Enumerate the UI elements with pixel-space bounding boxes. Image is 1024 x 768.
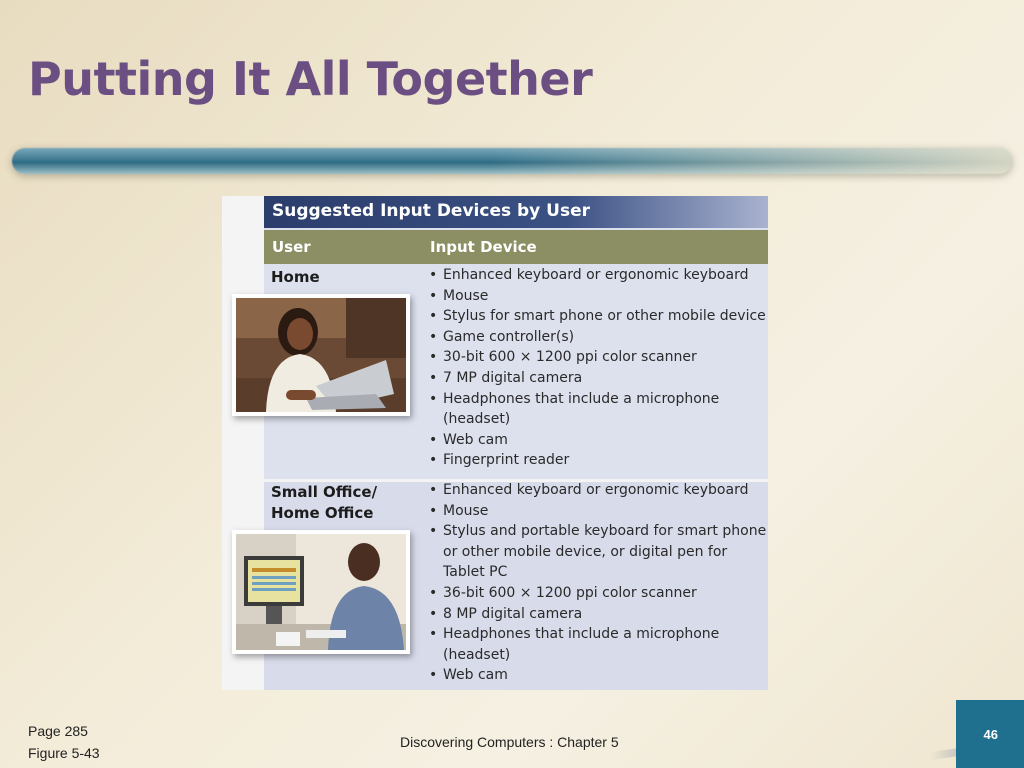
list-item: • Stylus for smart phone or other mobile device [428,306,764,327]
footer-chapter: Discovering Computers : Chapter 5 [400,734,619,750]
footer-reference [28,720,100,764]
list-item-continuation: (headset) [443,646,511,663]
user-label-line: Home Office [271,504,374,522]
list-item: • Web cam [428,665,764,686]
device-list-small-office [428,480,767,686]
table-column-header [264,230,768,264]
list-item-continuation: or other mobile device, or digital pen for [443,543,728,560]
list-item: • Headphones that include a microphone [428,389,764,410]
list-item: • Enhanced keyboard or ergonomic keyboard [428,265,764,286]
list-item: • 30-bit 600 × 1200 ppi color scanner [428,347,764,368]
page-reference: Page 285 [28,723,88,739]
list-item: • Mouse [428,501,764,522]
office-user-photo [232,530,410,654]
slide-number-box [956,700,1024,768]
list-item: • Fingerprint reader [428,450,764,471]
list-item: • Mouse [428,286,764,307]
list-item: • 7 MP digital camera [428,368,764,389]
list-item: • 36-bit 600 × 1200 ppi color scanner [428,583,764,604]
table-heading [264,196,768,228]
list-item-continuation: (headset) [443,411,511,428]
user-label-small-office [271,482,377,524]
user-label-line: Small Office/ [271,483,378,501]
column-header-input-device: Input Device [430,238,537,256]
figure-table-image [222,196,768,690]
woman-laptop-illustration [236,298,406,412]
device-list-home [428,265,764,471]
column-header-user: User [272,238,311,256]
list-item: • Game controller(s) [428,327,764,348]
list-item: • 8 MP digital camera [428,604,764,625]
user-label-home: Home [271,268,320,286]
table-heading-text: Suggested Input Devices by User [272,201,591,221]
list-item-continuation: Tablet PC [443,564,508,581]
figure-reference: Figure 5-43 [28,745,100,761]
list-item: • Headphones that include a microphone [428,624,764,645]
title-underline-bar [12,148,1012,174]
man-computer-illustration [236,534,406,650]
slide-number: 46 [983,727,998,742]
slide-title: Putting It All Together [28,52,593,106]
list-item: • Stylus and portable keyboard for smart phone [428,521,764,542]
list-item: • Enhanced keyboard or ergonomic keyboard [428,480,764,501]
list-item: • Web cam [428,430,764,451]
home-user-photo [232,294,410,416]
